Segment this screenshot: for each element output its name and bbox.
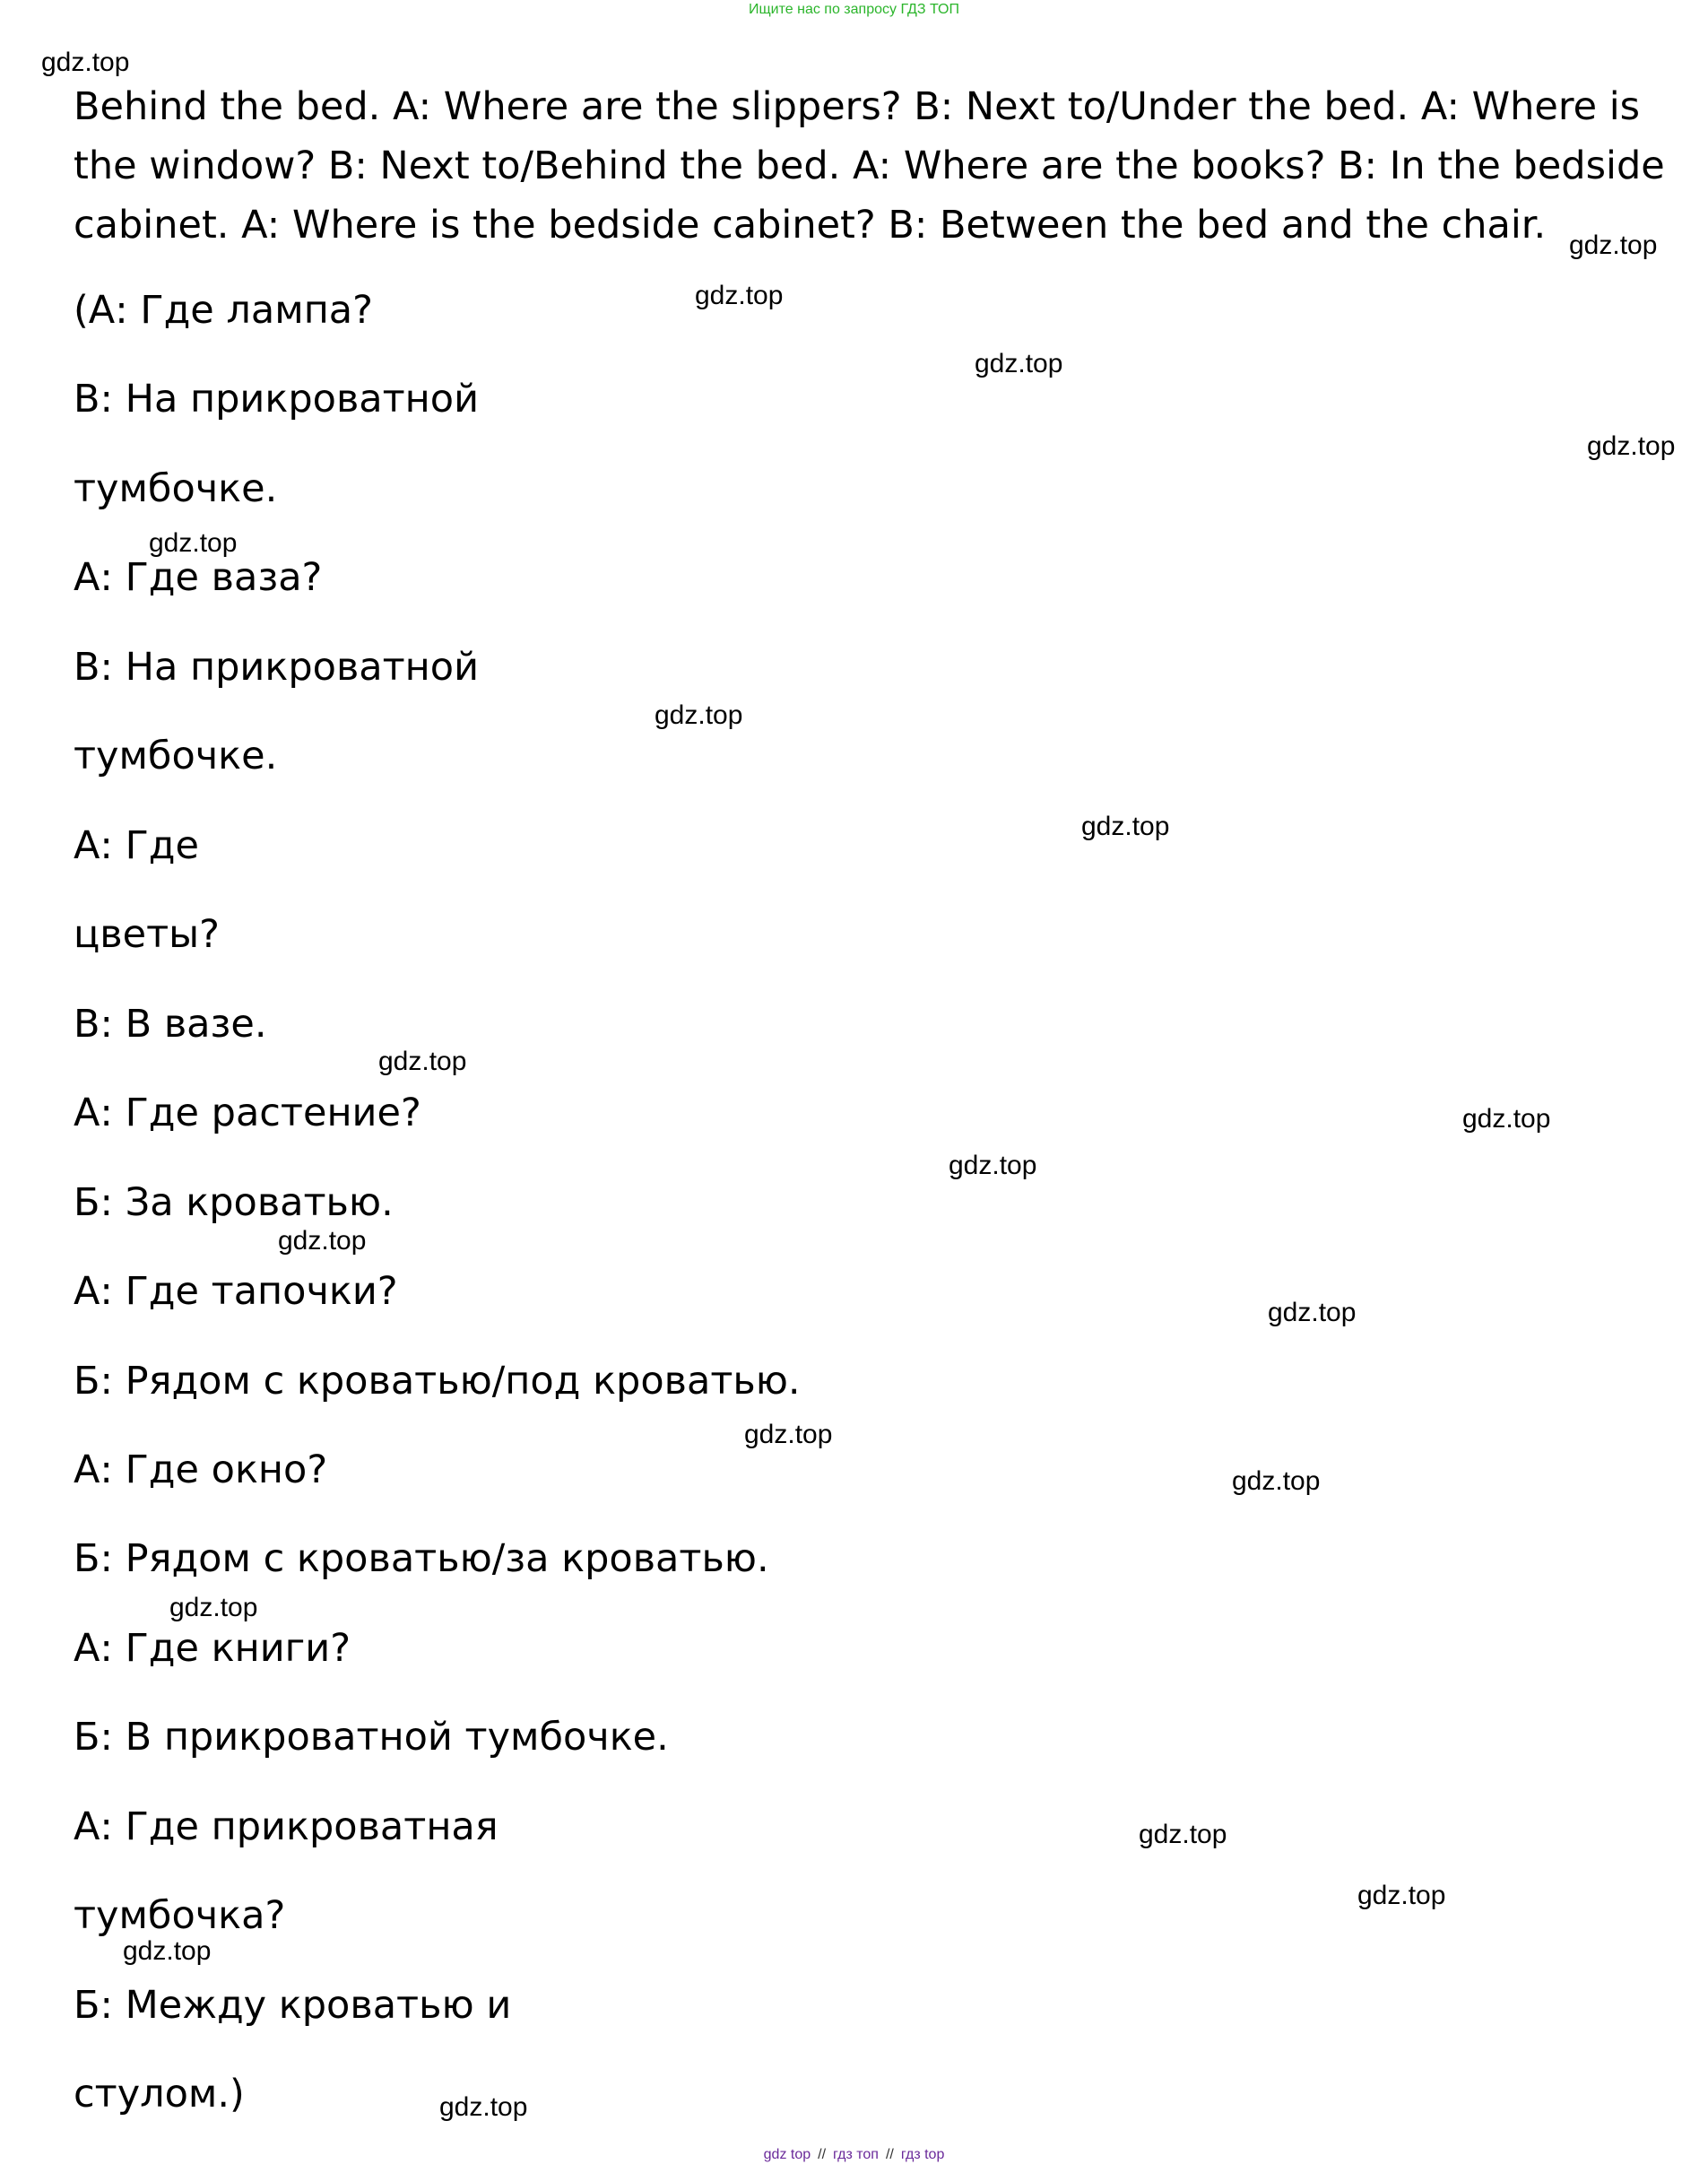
- watermark: gdz.top: [949, 1151, 1037, 1180]
- watermark: gdz.top: [41, 48, 130, 77]
- watermark: gdz.top: [1081, 812, 1170, 841]
- answer-intro-paragraph: Behind the bed. A: Where are the slippers? B: Next to/Under the bed. A: Where is the window? B: Next to/Behind the bed. A: Where are the books? B: In the bedside cabinet. A: Where is the bedside cabinet? B: Between the bed and the chair.: [74, 84, 1665, 248]
- watermark: gdz.top: [1587, 431, 1676, 461]
- watermark: gdz.top: [695, 281, 784, 310]
- dialogue-line: А: Где прикроватная: [74, 1804, 499, 1849]
- dialogue-line: А: Где: [74, 823, 199, 868]
- dialogue-line: Б: Рядом с кроватью/под кроватью.: [74, 1359, 801, 1404]
- dialogue-line: (А: Где лампа?: [74, 288, 373, 333]
- watermark: gdz.top: [975, 349, 1063, 378]
- dialogue-line: А: Где ваза?: [74, 555, 323, 600]
- footer-links: [0, 2147, 1708, 2163]
- dialogue-line: А: Где окно?: [74, 1447, 328, 1492]
- dialogue-line: цветы?: [74, 912, 220, 957]
- watermark: gdz.top: [439, 2092, 528, 2122]
- watermark: gdz.top: [149, 528, 238, 558]
- watermark: gdz.top: [1357, 1881, 1446, 1910]
- dialogue-line: Б: Рядом с кроватью/за кроватью.: [74, 1536, 769, 1581]
- dialogue-line: В: На прикроватной: [74, 645, 480, 690]
- dialogue-line: В: В вазе.: [74, 1002, 267, 1047]
- watermark: gdz.top: [655, 700, 743, 730]
- footer-separator: //: [885, 2147, 894, 2162]
- dialogue-line: А: Где тапочки?: [74, 1269, 398, 1314]
- watermark: gdz.top: [1569, 230, 1658, 260]
- watermark: gdz.top: [378, 1047, 467, 1076]
- dialogue-line: тумбочке.: [74, 466, 278, 511]
- dialogue-line: А: Где книги?: [74, 1626, 351, 1671]
- watermark: gdz.top: [278, 1226, 367, 1256]
- watermark: gdz.top: [1139, 1820, 1227, 1849]
- footer-link[interactable]: гдз топ: [833, 2147, 879, 2162]
- footer-link[interactable]: gdz top: [763, 2147, 811, 2162]
- watermark: gdz.top: [1268, 1298, 1357, 1327]
- dialogue-line: Б: Между кроватью и: [74, 1983, 512, 2028]
- watermark: gdz.top: [1462, 1104, 1551, 1134]
- search-banner: Ищите нас по запросу ГДЗ ТОП: [749, 2, 959, 17]
- dialogue-line: Б: За кроватью.: [74, 1180, 394, 1225]
- watermark: gdz.top: [1232, 1466, 1321, 1496]
- dialogue-line: тумбочка?: [74, 1893, 286, 1938]
- dialogue-line: Б: В прикроватной тумбочке.: [74, 1715, 669, 1760]
- footer-link[interactable]: гдз top: [900, 2147, 945, 2162]
- watermark: gdz.top: [744, 1420, 833, 1449]
- watermark: gdz.top: [123, 1936, 212, 1966]
- dialogue-line: тумбочке.: [74, 734, 278, 778]
- dialogue-line: А: Где растение?: [74, 1091, 421, 1135]
- watermark: gdz.top: [169, 1593, 258, 1622]
- dialogue-line: В: На прикроватной: [74, 377, 480, 422]
- footer-separator: //: [818, 2147, 827, 2162]
- dialogue-line: стулом.): [74, 2072, 245, 2117]
